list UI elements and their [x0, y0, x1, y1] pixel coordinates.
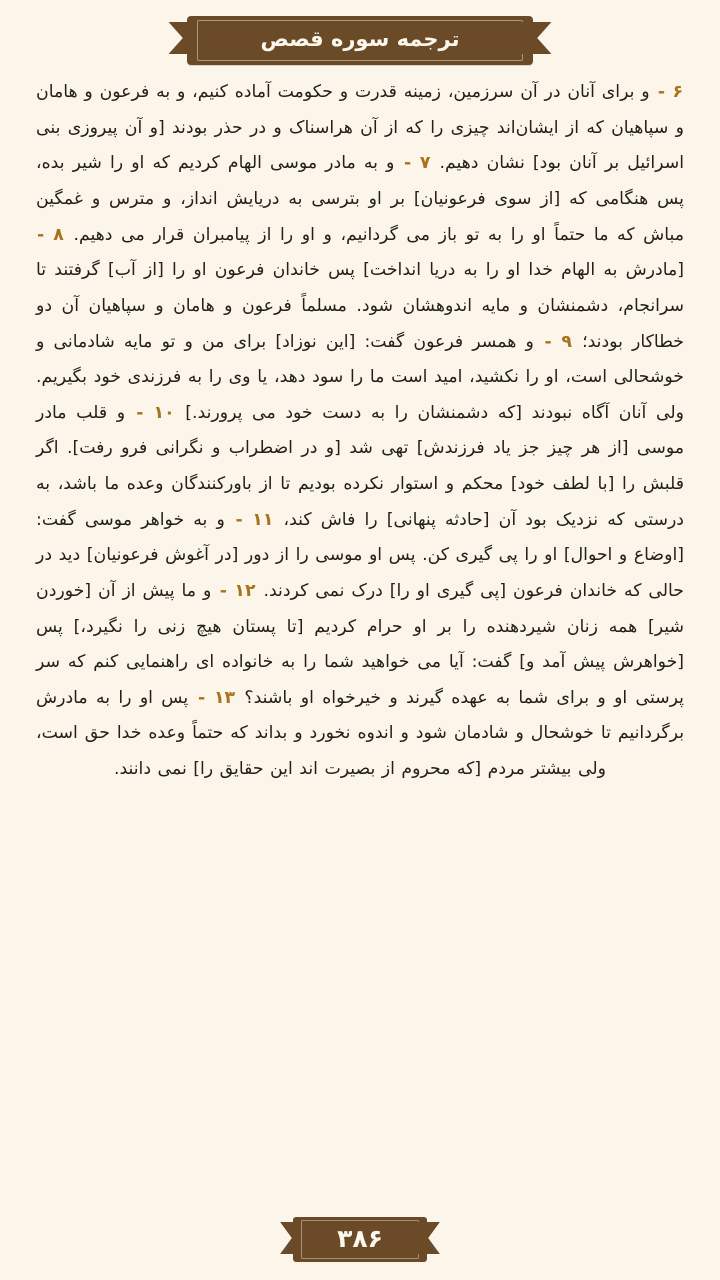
verse-number: ۱۲ - — [212, 580, 256, 601]
verse-number: ۹ - — [534, 331, 572, 352]
page-title: ترجمه سوره قصص — [260, 27, 460, 51]
verse-number: ۸ - — [37, 224, 64, 245]
surah-title-banner — [187, 16, 534, 65]
verse-number: ۷ - — [395, 153, 431, 174]
verse-number: ۱۰ - — [126, 402, 175, 423]
verse-number: ۱۱ - — [225, 509, 274, 530]
translation-body — [32, 75, 688, 788]
header-region — [0, 16, 720, 65]
page-number-badge — [293, 1217, 427, 1262]
verse-number: ۶ - — [650, 82, 683, 103]
verse-number: ۱۳ - — [189, 687, 236, 708]
footer-region — [0, 1217, 720, 1262]
page-number: ۳۸۶ — [337, 1224, 383, 1253]
translation-paragraph: ۶ - و برای آنان در آن سرزمین، زمینه قدرت و حکومت آماده کنیم، و به فرعون و هامان و سپاهیان که از ایشان‌اند چیزی را که از آن هراسناک و در حذر بودند [و آن پیروزی بنی اسرائیل بر آنان بود] نشان دهیم. ۷ - و به مادر موسی الهام کردیم که او را شیر بده، پس هنگامی که [از سوی فرعونیان] بر او بترسی به دریایش انداز، و مترس و غمگین مباش که ما حتماً او را به تو باز می گردانیم، و او را از پیامبران قرار می دهیم. ۸ - [مادرش به الهام خدا او را به دریا انداخت] پس خاندان فرعون او را [از آب] گرفتند تا سرانجام، دشمنشان و مایه اندوهشان شود. مسلماً فرعون و هامان و سپاهیان آن دو خطاکار بودند؛ ۹ - و همسر فرعون گفت: [این نوزاد] برای من و تو مایه شادمانی و خوشحالی است، او را نکشید، امید است ما را سود دهد، یا وی را به فرزندی خود بگیریم. ولی آنان آگاه نبودند [که دشمنشان را به دست خود می پرورند.] ۱۰ - و قلب مادر موسی [از هر چیز جز یاد فرزندش] تهی شد [و در اضطراب و نگرانی فرو رفت]. اگر قلبش را [با لطف خود] محکم و استوار نکرده بودیم تا از باورکنندگان وعده ما باشد، به درستی که نزدیک بود آن [حادثه پنهانی] را فاش کند، ۱۱ - و به خواهر موسی گفت: [اوضاع و احوال] او را پی گیری کن. پس او موسی را از دور [در آغوش فرعونیان] دید در حالی که خاندان فرعون [پی گیری او را] درک نمی کردند. ۱۲ - و ما پیش از آن [خوردن شیر] همه زنان شیردهنده را بر او حرام کردیم [تا پستان هیچ زنی را نگیرد،] پس [خواهرش پیش آمد و] گفت: آیا می خواهید شما را به خانواده ای راهنمایی کنم که سر پرستی او و برای شما به عهده گیرند و خیرخواه او باشند؟ ۱۳ - پس او را به مادرش برگردانیم تا خوشحال و شادمان شود و اندوه نخورد و بداند که حتماً وعده خدا حق است، ولی بیشتر مردم [که محروم از بصیرت اند این حقایق را] نمی دانند. — [36, 82, 685, 780]
